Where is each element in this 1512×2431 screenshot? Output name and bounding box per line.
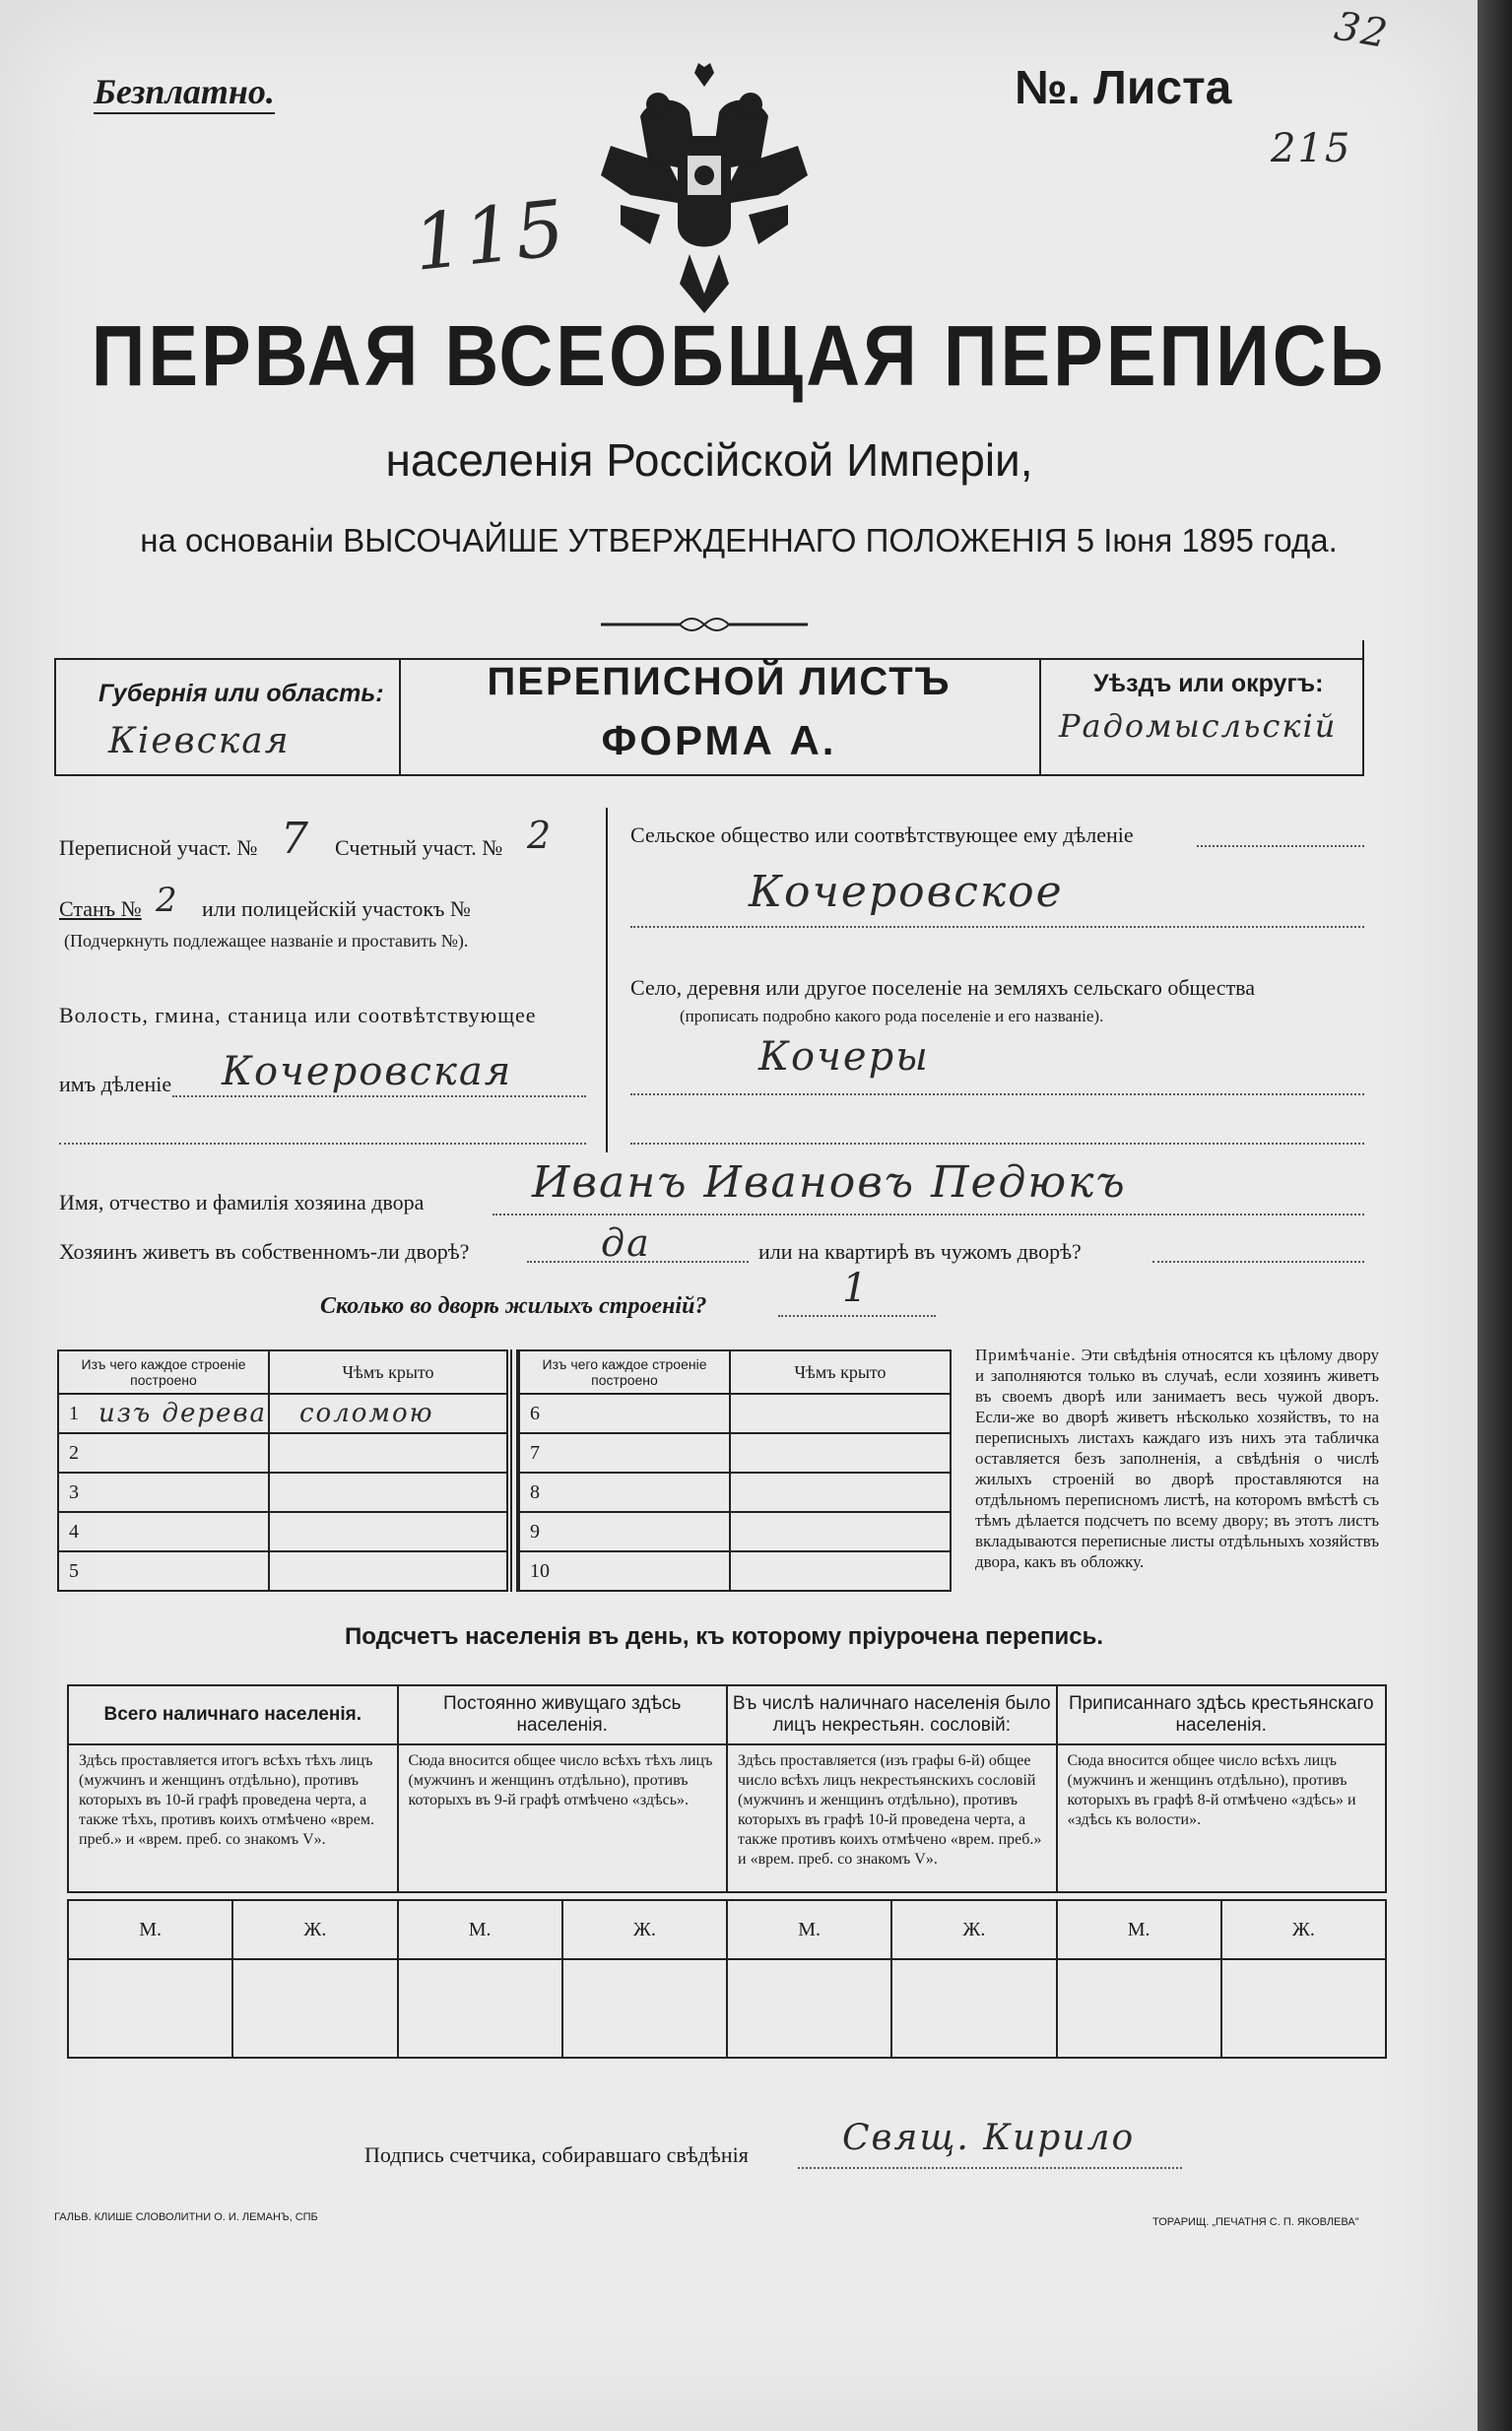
volost-label-2: имъ дѣленіе (59, 1072, 172, 1096)
col-made-of-header-2: Изъ чего каждое строеніе построено (519, 1350, 730, 1394)
guberniya-label: Губернія или область: (99, 680, 384, 707)
table-row (519, 1512, 951, 1551)
volost-label: Волость, гмина, станица или соотвѣтствующее (59, 1003, 537, 1027)
buildings-count-value: 1 (842, 1266, 870, 1311)
obshchestvo-line-2 (630, 926, 1364, 928)
signature-line (798, 2167, 1182, 2169)
owner-rent-label: или на квартирѣ въ чужомъ дворѣ? (758, 1239, 1082, 1264)
owner-lives-label: Хозяинъ живетъ въ собственномъ-ли дворѣ? (59, 1239, 470, 1264)
police-label: или полицейскій участокъ № (202, 896, 471, 921)
m-label: М. (1057, 1900, 1221, 1959)
value-cell (398, 1959, 562, 2058)
note-text: Эти свѣдѣнія относятся къ цѣлому двору и заполняются только въ случаѣ, если хозяинъ живетъ въ своемъ дворѣ или занимаетъ весь чужой дворъ. Если-же во дворѣ живетъ нѣсколько хозяйствъ, то на переписныхъ листахъ каждаго изъ нихъ эта табличка оставляется безъ заполненія, а свѣдѣнія о числѣ жилыхъ строеній во дворѣ проставляются на отдѣльномъ переписномъ листѣ, на которомъ вмѣстѣ съ тѣмъ дѣлается подсчетъ по всему двору; въ этотъ листъ вкладываются переписные листы отдѣльныхъ хозяйствъ двора, какъ въ обложку. (975, 1346, 1380, 1571)
table-double-rule-a (510, 1349, 512, 1592)
owner-name-value: Иванъ Ивановъ Педюкъ (532, 1157, 1127, 1208)
owner-lives-value: да (601, 1221, 651, 1265)
zh-label: Ж. (232, 1900, 397, 1959)
table-row (58, 1551, 507, 1591)
owner-lives-line (527, 1261, 749, 1263)
selo-value: Кочеры (758, 1034, 930, 1080)
row-number: 9 (530, 1521, 540, 1543)
row-number: 8 (530, 1481, 540, 1503)
imperial-eagle-icon (601, 57, 808, 323)
buildings-count-label: Сколько во дворѣ жилыхъ строеній? (320, 1293, 707, 1319)
sheet-number-value: 215 (1271, 126, 1352, 171)
archive-number: 32 (1331, 3, 1393, 58)
free-label: Безплатно. (94, 71, 275, 114)
count-table (67, 1684, 1387, 1893)
count-col-3-head: Въ числѣ наличнаго населенія было лицъ некрестьян. сословій: (727, 1685, 1057, 1744)
roof-value: соломою (299, 1399, 434, 1428)
ornament-divider-icon (601, 613, 808, 636)
value-cell (727, 1959, 891, 2058)
volost-line-2 (59, 1143, 586, 1145)
table-row (58, 1433, 507, 1473)
buildings-table-left (57, 1349, 508, 1592)
row-number: 5 (69, 1560, 79, 1582)
form-box-bottom-rule (54, 774, 1364, 776)
table-row (519, 1394, 951, 1433)
zh-label: Ж. (1221, 1900, 1386, 1959)
m-label: М. (398, 1900, 562, 1959)
selo-note: (прописать подробно какого рода поселеніе и его названіе). (680, 1007, 1104, 1025)
selo-line-2 (630, 1143, 1364, 1145)
col-roof-header-2: Чѣмъ крыто (730, 1350, 951, 1394)
form-box-divider-2 (1039, 658, 1041, 774)
sheet-number-label: №. Листа (1015, 62, 1232, 114)
table-row (58, 1473, 507, 1512)
obshchestvo-line (1197, 845, 1364, 847)
row-number: 2 (69, 1442, 79, 1464)
m-label: М. (68, 1900, 232, 1959)
obshchestvo-label: Сельское общество или соотвѣтствующее ему дѣленіе (630, 822, 1134, 847)
m-label: М. (727, 1900, 891, 1959)
volost-line (172, 1095, 586, 1097)
zh-label: Ж. (562, 1900, 727, 1959)
table-row (58, 1394, 507, 1433)
schetny-uchast-value: 2 (527, 814, 554, 857)
perepis-uchast-label: Переписной участ. № (59, 835, 258, 860)
form-title: ПЕРЕПИСНОЙ ЛИСТЪ (487, 660, 952, 703)
col-roof-header: Чѣмъ крыто (269, 1350, 507, 1394)
main-title: ПЕРВАЯ ВСЕОБЩАЯ ПЕРЕПИСЬ (91, 307, 1387, 405)
selo-line (630, 1093, 1364, 1095)
form-box-right-rule (1362, 640, 1364, 774)
signature-label: Подпись счетчика, собиравшаго свѣдѣнія (364, 2142, 749, 2167)
perepis-uchast-value: 7 (281, 814, 310, 864)
footer-right: ТОРАРИЩ. „ПЕЧАТНЯ С. П. ЯКОВЛЕВА" (1152, 2216, 1359, 2228)
note-lead: Примѣчаніе. (975, 1346, 1077, 1364)
owner-name-line (493, 1214, 1364, 1216)
uezd-label: Уѣздъ или округъ: (1093, 670, 1324, 697)
signature-value: Свящ. Кирило (842, 2118, 1136, 2158)
form-box-left-rule (54, 658, 56, 774)
table-row (519, 1433, 951, 1473)
buildings-count-line (778, 1315, 936, 1317)
value-cell (891, 1959, 1056, 2058)
count-col-1-desc: Здѣсь проставляется итогъ всѣхъ тѣхъ лицъ (мужчинъ и женщинъ отдѣльно), противъ которыхъ въ 10-й графѣ проведена черта, а также тѣхъ, противъ коихъ отмѣчено «врем. преб.» и «врем. преб. со знакомъ V». (68, 1744, 398, 1892)
row-number: 3 (69, 1481, 79, 1503)
fields-column-divider (606, 808, 608, 1152)
row-number: 4 (69, 1521, 79, 1543)
col-made-of-header: Изъ чего каждое строеніе построено (58, 1350, 269, 1394)
volost-value: Кочеровская (222, 1049, 513, 1094)
count-values-table (67, 1899, 1387, 2059)
bleed-through-text (906, 158, 1418, 315)
count-col-1-head: Всего наличнаго населенія. (68, 1685, 398, 1744)
selo-label: Село, деревня или другое поселеніе на земляхъ сельскаго общества (630, 975, 1256, 1000)
stan-note: (Подчеркнуть подлежащее названіе и проставить №). (64, 931, 469, 951)
form-type: ФОРМА А. (601, 717, 837, 763)
table-row (519, 1473, 951, 1512)
count-col-4-head: Приписаннаго здѣсь крестьянскаго населенія. (1057, 1685, 1387, 1744)
footer-left: ГАЛЬВ. КЛИШЕ СЛОВОЛИТНИ О. И. ЛЕМАНЪ, СПБ (54, 2211, 318, 2223)
handwritten-top-number: 115 (409, 184, 571, 289)
count-section-title: Подсчетъ населенія въ день, къ которому пріурочена перепись. (345, 1623, 1103, 1650)
owner-name-label: Имя, отчество и фамилія хозяина двора (59, 1190, 425, 1215)
count-col-2-desc: Сюда вносится общее число всѣхъ тѣхъ лицъ (мужчинъ и женщинъ отдѣльно), противъ которыхъ въ 9-й графѣ отмѣчено «здѣсь». (398, 1744, 728, 1892)
table-row (58, 1512, 507, 1551)
value-cell (1057, 1959, 1221, 2058)
zh-label: Ж. (891, 1900, 1056, 1959)
row-number: 7 (530, 1442, 540, 1464)
uezd-value: Радомысльскій (1059, 707, 1338, 745)
value-cell (1221, 1959, 1386, 2058)
row-number: 10 (530, 1560, 550, 1582)
made-of-value: изъ дерева (99, 1399, 268, 1428)
stan-label: Станъ № (59, 896, 142, 921)
count-col-4-desc: Сюда вносится общее число всѣхъ лицъ (мужчинъ и женщинъ отдѣльно), противъ которыхъ въ графѣ 8-й отмѣчено «здѣсь» и «здѣсь къ волости». (1057, 1744, 1387, 1892)
basis-line: на основаніи ВЫСОЧАЙШЕ УТВЕРЖДЕННАГО ПОЛОЖЕНІЯ 5 Іюня 1895 года. (140, 522, 1338, 558)
stan-value: 2 (156, 881, 179, 920)
value-cell (562, 1959, 727, 2058)
page-edge-shadow (1478, 0, 1512, 2431)
owner-rent-line (1152, 1261, 1364, 1263)
schetny-uchast-label: Счетный участ. № (335, 835, 503, 860)
value-cell (232, 1959, 397, 2058)
subtitle: населенія Россійской Имперіи, (385, 434, 1033, 486)
row-number: 1 (69, 1403, 79, 1424)
obshchestvo-value: Кочеровское (749, 867, 1064, 917)
buildings-table-right (518, 1349, 952, 1592)
guberniya-value: Кіевская (108, 721, 291, 761)
table-row (519, 1551, 951, 1591)
value-cell (68, 1959, 232, 2058)
count-col-3-desc: Здѣсь проставляется (изъ графы 6-й) общее число всѣхъ лицъ некрестьянскихъ сословій (мужчинъ и женщинъ отдѣльно), противъ которыхъ въ графѣ 10-й проведена черта, а также противъ коихъ отмѣчено «врем. преб.» и «врем. преб. со знакомъ V». (727, 1744, 1057, 1892)
note-block (975, 1345, 1379, 1572)
row-number: 6 (530, 1403, 540, 1424)
count-col-2-head: Постоянно живущаго здѣсь населенія. (398, 1685, 728, 1744)
